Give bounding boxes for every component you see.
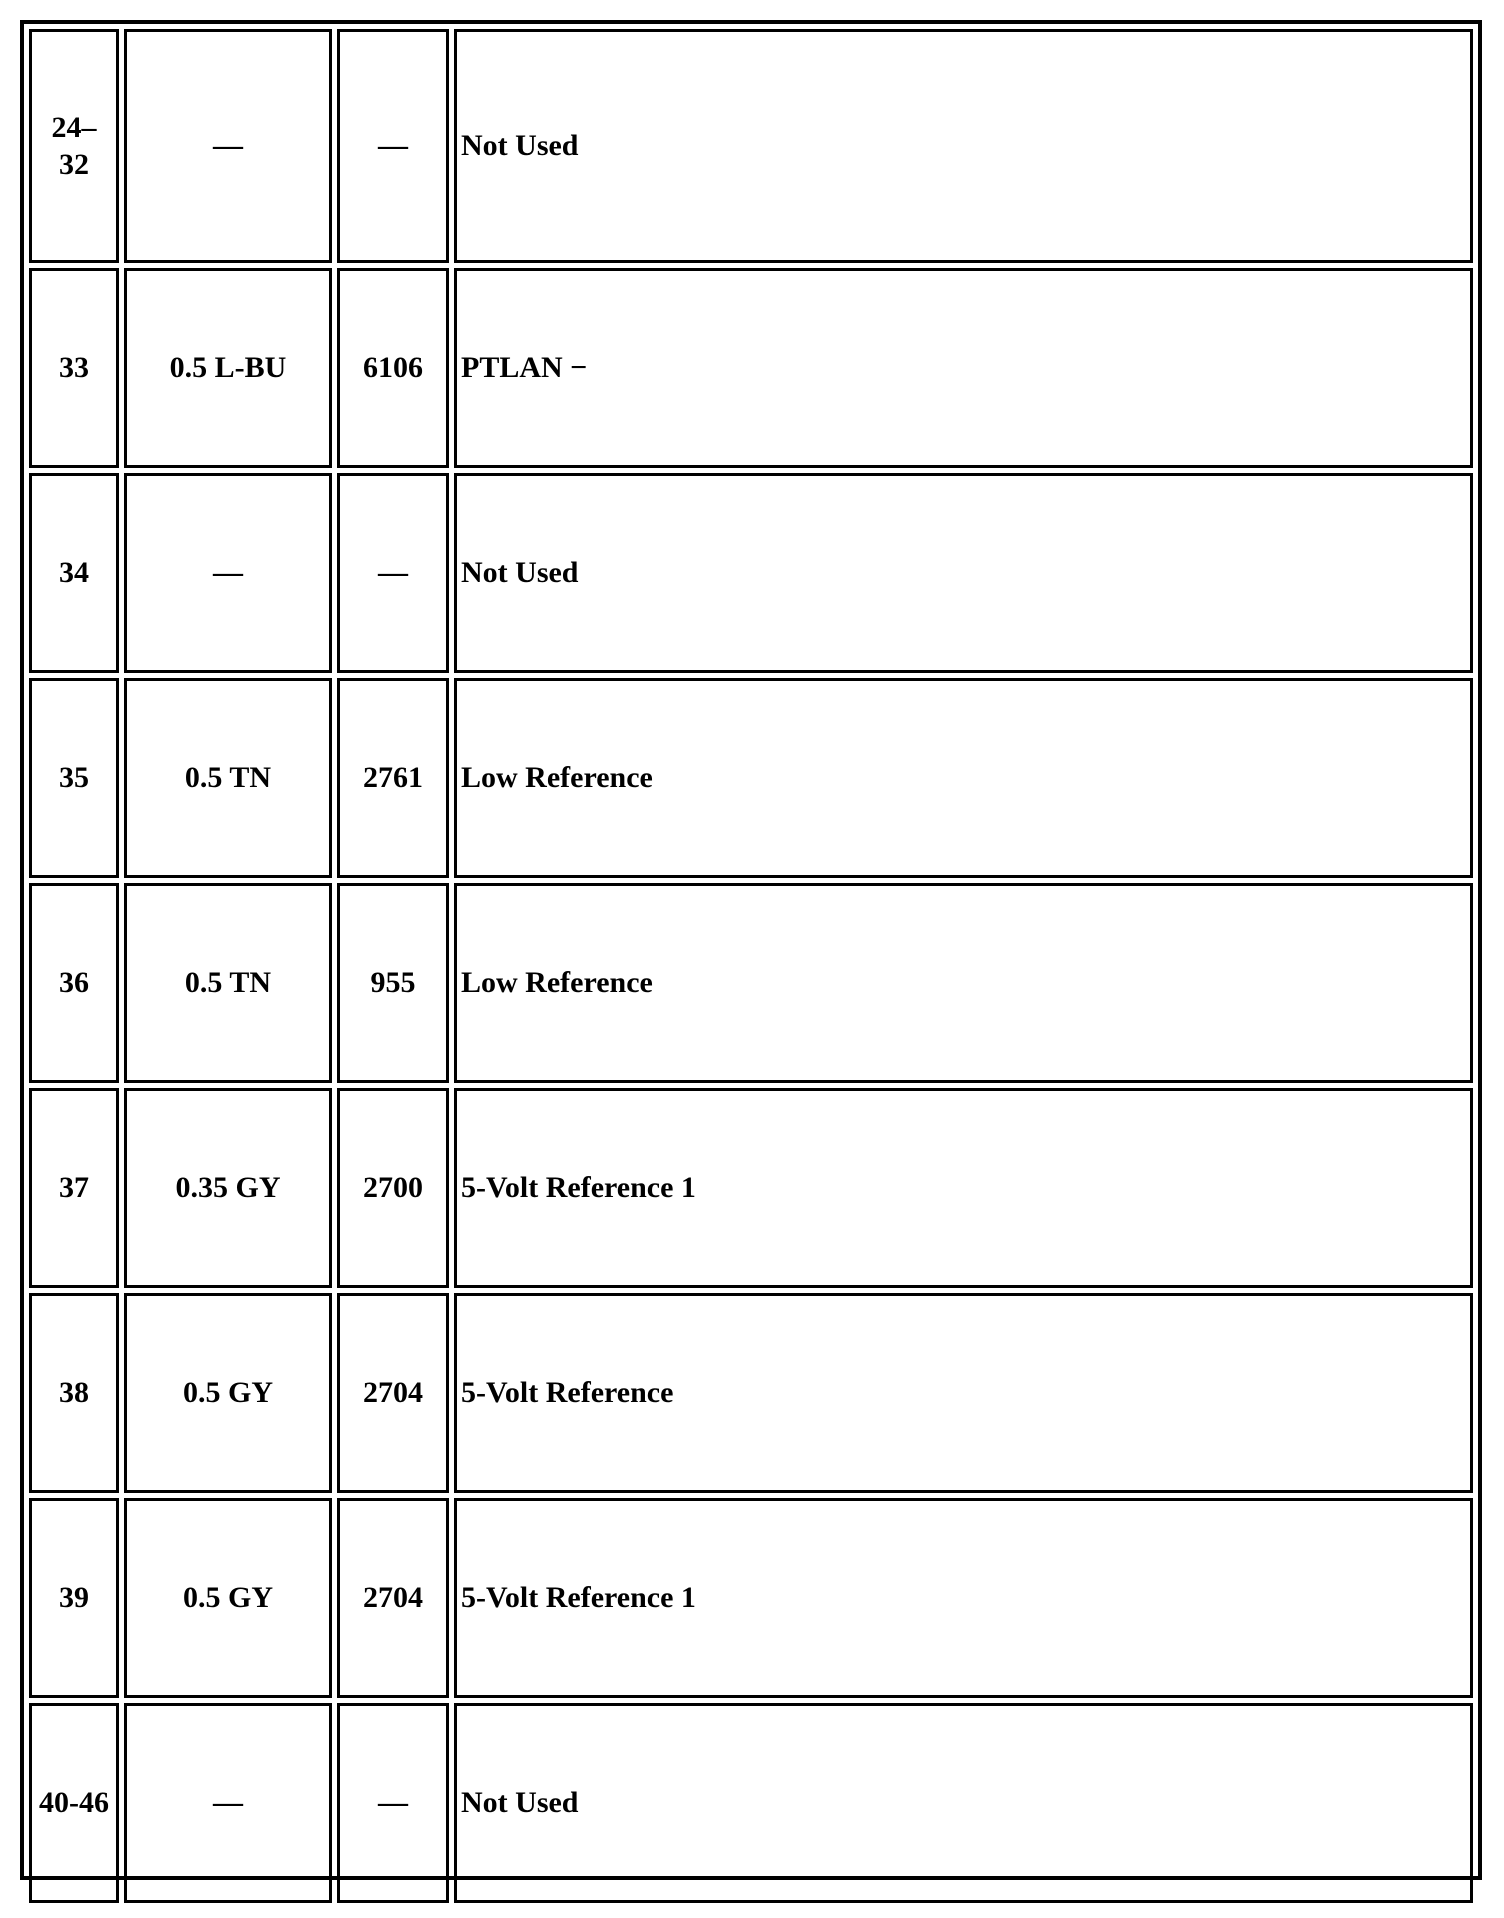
wire-size-color-cell: 0.5 GY (124, 1293, 332, 1493)
pin-cell: 35 (29, 678, 119, 878)
circuit-number-cell: 955 (337, 883, 449, 1083)
table-row (29, 678, 1473, 878)
table-row (29, 29, 1473, 263)
circuit-number-cell: — (337, 1703, 449, 1903)
connector-pinout-table (24, 24, 1478, 1908)
pin-cell: 33 (29, 268, 119, 468)
table-row (29, 1703, 1473, 1903)
table-row (29, 473, 1473, 673)
table-row (29, 1293, 1473, 1493)
circuit-number-cell: 2700 (337, 1088, 449, 1288)
pin-cell: 39 (29, 1498, 119, 1698)
pin-cell (29, 29, 119, 263)
pin-cell: 40-46 (29, 1703, 119, 1903)
function-cell: 5-Volt Reference 1 (454, 1498, 1473, 1698)
wire-size-color-cell: — (124, 29, 332, 263)
table-row (29, 1088, 1473, 1288)
wire-size-color-cell: 0.5 L-BU (124, 268, 332, 468)
wire-size-color-cell: 0.5 TN (124, 678, 332, 878)
circuit-number-cell: 2704 (337, 1293, 449, 1493)
circuit-number-cell: 6106 (337, 268, 449, 468)
function-cell: Not Used (454, 29, 1473, 263)
circuit-number-cell: 2761 (337, 678, 449, 878)
function-cell: Low Reference (454, 883, 1473, 1083)
function-cell: PTLAN − (454, 268, 1473, 468)
pin-cell: 38 (29, 1293, 119, 1493)
wire-size-color-cell: 0.5 GY (124, 1498, 332, 1698)
connector-pinout-table-frame (20, 20, 1482, 1880)
wire-size-color-cell: 0.35 GY (124, 1088, 332, 1288)
table-row (29, 1498, 1473, 1698)
wire-size-color-cell: 0.5 TN (124, 883, 332, 1083)
circuit-number-cell: — (337, 473, 449, 673)
function-cell: 5-Volt Reference (454, 1293, 1473, 1493)
pin-cell: 37 (29, 1088, 119, 1288)
table-row (29, 268, 1473, 468)
function-cell: Not Used (454, 473, 1473, 673)
function-cell: Low Reference (454, 678, 1473, 878)
circuit-number-cell: 2704 (337, 1498, 449, 1698)
pin-cell: 34 (29, 473, 119, 673)
wire-size-color-cell: — (124, 473, 332, 673)
function-cell: Not Used (454, 1703, 1473, 1903)
circuit-number-cell: — (337, 29, 449, 263)
function-cell: 5-Volt Reference 1 (454, 1088, 1473, 1288)
pin-cell: 36 (29, 883, 119, 1083)
wire-size-color-cell: — (124, 1703, 332, 1903)
table-row (29, 883, 1473, 1083)
pin-number: 24– 32 (51, 110, 97, 181)
